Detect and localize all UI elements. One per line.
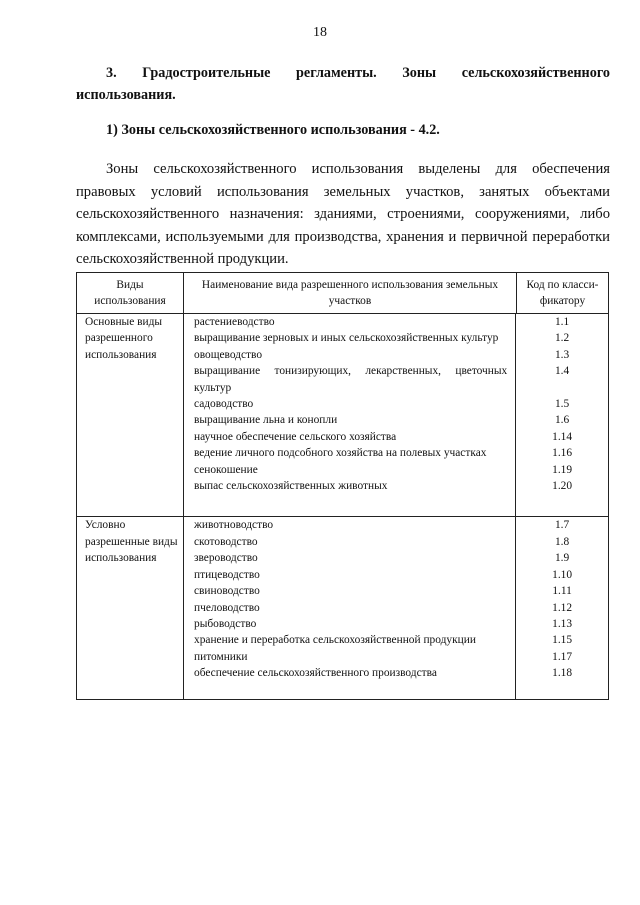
list-item (184, 550, 608, 566)
group-spacer (184, 682, 608, 699)
list-item (184, 665, 608, 681)
spacer-cell (516, 682, 608, 699)
group-label: Условно разрешенные виды использования (77, 517, 184, 699)
header-use-types: Виды использования (77, 273, 184, 314)
use-name: свиноводство (184, 583, 516, 599)
use-code: 1.10 (552, 568, 573, 581)
section-heading: 3. Градостроительные регламенты. Зоны сельскохозяйственного использования. (76, 65, 610, 103)
group-spacer (184, 494, 608, 516)
use-name: выращивание зерновых и иных сельскохозяйственных культур (184, 330, 516, 346)
list-item (184, 478, 608, 494)
use-code: 1.16 (552, 447, 573, 460)
list-item (184, 534, 608, 550)
list-item (184, 517, 608, 533)
list-item (184, 600, 608, 616)
list-item (184, 363, 608, 396)
section-subheading: 1) Зоны сельскохозяйственного использования - 4.2. (106, 122, 440, 138)
use-name: сенокошение (184, 462, 516, 478)
use-code: 1.9 (554, 552, 570, 565)
list-item (184, 583, 608, 599)
list-item (184, 330, 608, 346)
use-name: выпас сельскохозяйственных животных (184, 478, 516, 494)
use-name: обеспечение сельскохозяйственного производства (184, 665, 516, 681)
use-code: 1.4 (554, 365, 570, 378)
header-classifier-code: Код по класси-фикатору (517, 273, 609, 314)
use-code: 1.3 (554, 348, 570, 361)
use-name: животноводство (184, 517, 516, 533)
spacer-cell (184, 494, 516, 516)
use-code: 1.2 (554, 332, 570, 345)
table-header-row (77, 273, 609, 314)
use-name: ведение личного подсобного хозяйства на полевых участках (184, 445, 516, 461)
use-code: 1.18 (552, 667, 573, 680)
page-number: 18 (313, 25, 327, 40)
use-name: рыбоводство (184, 616, 516, 632)
use-name: звероводство (184, 550, 516, 566)
use-name: пчеловодство (184, 600, 516, 616)
use-code: 1.17 (552, 650, 573, 663)
use-name: научное обеспечение сельского хозяйства (184, 429, 516, 445)
use-code: 1.19 (552, 463, 573, 476)
spacer-cell (184, 682, 516, 699)
group-items (184, 517, 609, 699)
table-group-row (77, 314, 609, 517)
group-label: Основные виды разрешенного использования (77, 314, 184, 517)
use-name: хранение и переработка сельскохозяйственной продукции (184, 632, 516, 648)
spacer-cell (516, 494, 608, 516)
use-code: 1.14 (552, 430, 573, 443)
use-code: 1.5 (554, 398, 570, 411)
use-code: 1.13 (552, 617, 573, 630)
list-item (184, 649, 608, 665)
list-item (184, 462, 608, 478)
use-code: 1.15 (552, 634, 573, 647)
list-item (184, 567, 608, 583)
use-name: скотоводство (184, 534, 516, 550)
list-item (184, 412, 608, 428)
use-name: растениеводство (184, 314, 516, 330)
land-use-table (76, 272, 609, 700)
use-code: 1.6 (554, 414, 570, 427)
table-group-row (77, 517, 609, 699)
use-code: 1.1 (554, 316, 570, 328)
list-item (184, 347, 608, 363)
use-code: 1.20 (552, 480, 573, 493)
use-name: садоводство (184, 396, 516, 412)
use-name: выращивание льна и конопли (184, 412, 516, 428)
section-paragraph: Зоны сельскохозяйственного использования выделены для обеспечения правовых условий использования земельных участков, занятых объектами сельскохозяйственного назначения: зданиями, строениями, сооружениями, либо комплексами, используемыми для производства, хранения и первичной переработки сельскохозяйственной продукции. (76, 161, 610, 267)
use-name: питомники (184, 649, 516, 665)
use-code: 1.12 (552, 601, 573, 614)
use-name: птицеводство (184, 567, 516, 583)
list-item (184, 396, 608, 412)
list-item (184, 429, 608, 445)
table-body (77, 314, 609, 700)
list-item (184, 616, 608, 632)
list-item (184, 314, 608, 330)
list-item (184, 445, 608, 461)
use-code: 1.8 (554, 535, 570, 548)
group-items (184, 314, 609, 517)
use-name: овощеводство (184, 347, 516, 363)
use-code: 1.7 (554, 519, 570, 532)
header-use-name: Наименование вида разрешенного использования земельных участков (184, 273, 517, 314)
list-item (184, 632, 608, 648)
use-name: выращивание тонизирующих, лекарственных, цветочных культур (184, 363, 516, 396)
use-code: 1.11 (552, 585, 572, 598)
